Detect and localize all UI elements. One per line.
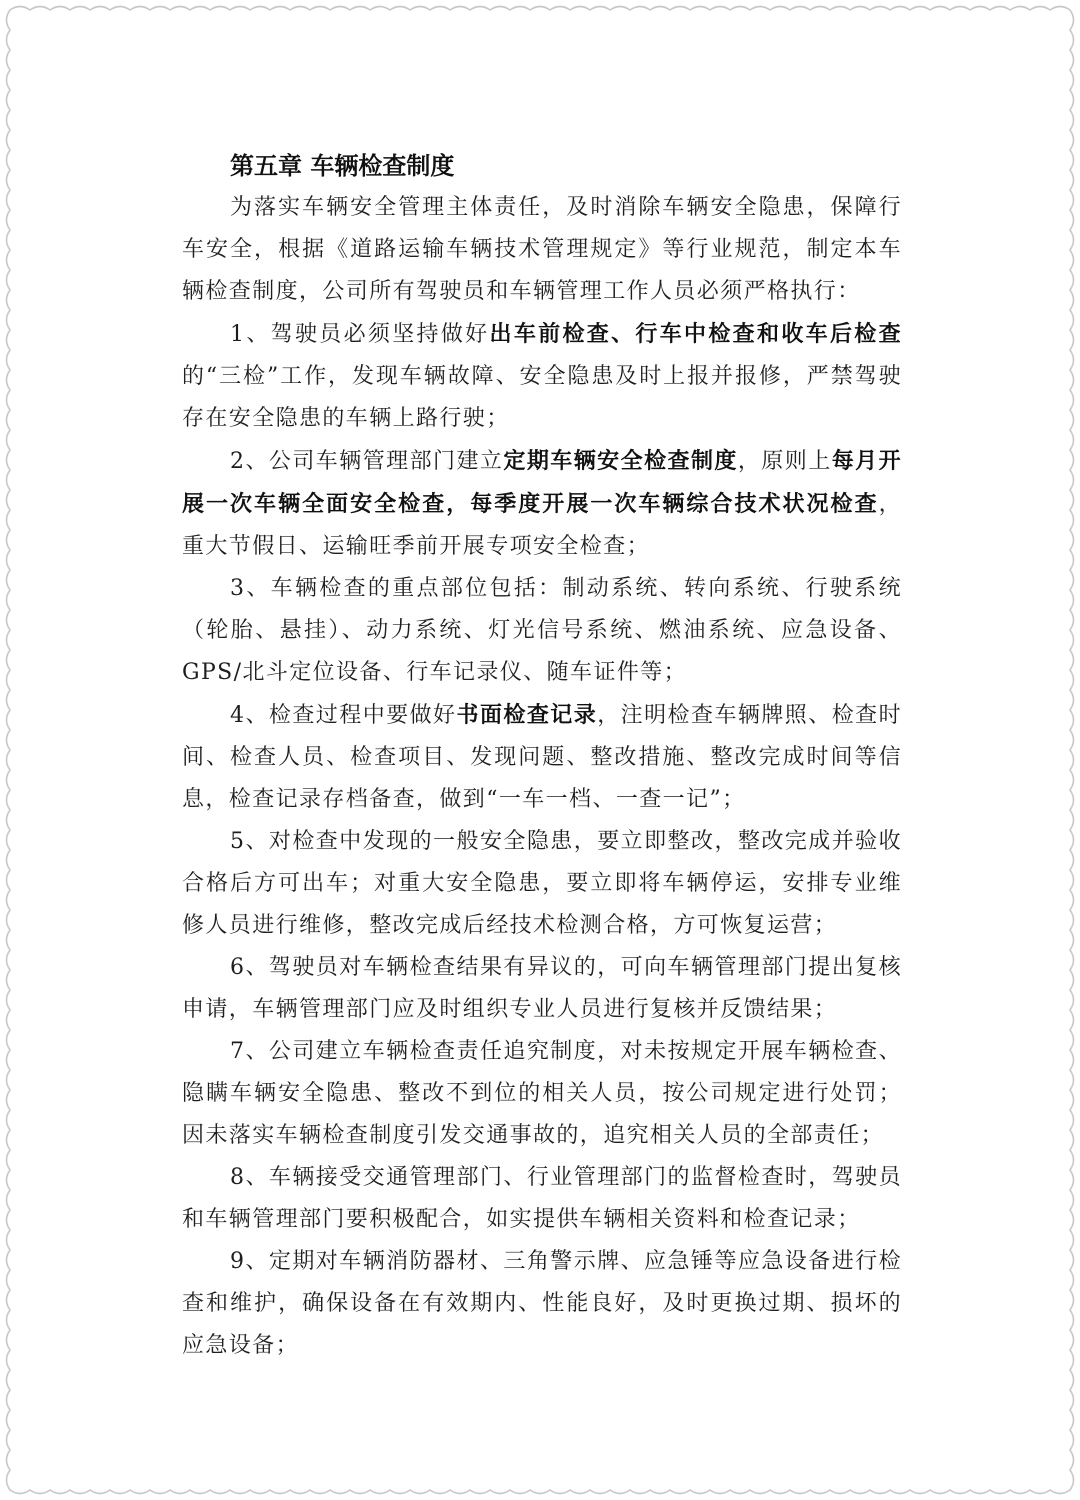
- paragraph-text: 5、对检查中发现的一般安全隐患，要立即整改，整改完成并验收合格后方可出车；对重大安全隐患，要立即将车辆停运，安排专业维修人员进行维修，整改完成后经技术检测合格，方可恢复运营；: [182, 829, 902, 938]
- document-body: [182, 146, 902, 1367]
- paragraph: [182, 313, 902, 440]
- emphasis-text: 出车前检查、行车中检查和收车后检查: [489, 321, 902, 347]
- paragraph: [182, 568, 902, 694]
- paragraph-text: 2、公司车辆管理部门建立: [230, 449, 504, 474]
- emphasis-text: 定期车辆安全检查制度: [503, 448, 738, 474]
- paragraph: [182, 1241, 902, 1367]
- paragraph-text: 4、检查过程中要做好: [230, 703, 457, 728]
- paragraph-text: 为落实车辆安全管理主体责任，及时消除车辆安全隐患，保障行车安全，根据《道路运输车辆技术管理规定》等行业规范，制定本车辆检查制度，公司所有驾驶员和车辆管理工作人员必须严格执行：: [182, 195, 902, 304]
- paragraph: [182, 694, 902, 821]
- paragraph: [182, 1157, 902, 1241]
- paragraph-text: ，重大节假日、运输旺季前开展专项安全检查；: [182, 492, 902, 559]
- emphasis-text: 每月开展一次车辆全面安全检查，每季度开展一次车辆综合技术状况检查: [182, 448, 902, 517]
- paragraph-text: 的“三检”工作，发现车辆故障、安全隐患及时上报并报修，严禁驾驶存在安全隐患的车辆上路行驶；: [182, 364, 902, 431]
- paragraph-text: 1、驾驶员必须坚持做好: [230, 322, 490, 347]
- chapter-title: 第五章 车辆检查制度: [230, 152, 455, 180]
- paragraph-text: ，原则上: [737, 449, 832, 474]
- paragraph: [182, 821, 902, 947]
- paragraph-text: 9、定期对车辆消防器材、三角警示牌、应急锤等应急设备进行检查和维护，确保设备在有效期内、性能良好，及时更换过期、损坏的应急设备；: [182, 1249, 902, 1358]
- paragraph-text: 6、驾驶员对车辆检查结果有异议的，可向车辆管理部门提出复核申请，车辆管理部门应及时组织专业人员进行复核并反馈结果；: [182, 955, 902, 1022]
- paragraph: [182, 187, 902, 313]
- paragraph: [182, 440, 902, 568]
- paragraph-text: ，注明检查车辆牌照、检查时间、检查人员、检查项目、发现问题、整改措施、整改完成时间等信息，检查记录存档备查，做到“一车一档、一查一记”；: [182, 703, 903, 812]
- paragraph-text: 7、公司建立车辆检查责任追究制度，对未按规定开展车辆检查、隐瞒车辆安全隐患、整改不到位的相关人员，按公司规定进行处罚；因未落实车辆检查制度引发交通事故的，追究相关人员的全部责任；: [182, 1039, 902, 1148]
- paragraph-text: 3、车辆检查的重点部位包括：制动系统、转向系统、行驶系统（轮胎、悬挂）、动力系统、灯光信号系统、燃油系统、应急设备、GPS/北斗定位设备、行车记录仪、随车证件等；: [182, 576, 902, 685]
- paragraph: [182, 1031, 902, 1157]
- paragraph-text: 8、车辆接受交通管理部门、行业管理部门的监督检查时，驾驶员和车辆管理部门要积极配合，如实提供车辆相关资料和检查记录；: [182, 1165, 902, 1232]
- emphasis-text: 书面检查记录: [456, 702, 598, 728]
- paragraph: [182, 947, 902, 1031]
- paragraph-list: [182, 187, 902, 1367]
